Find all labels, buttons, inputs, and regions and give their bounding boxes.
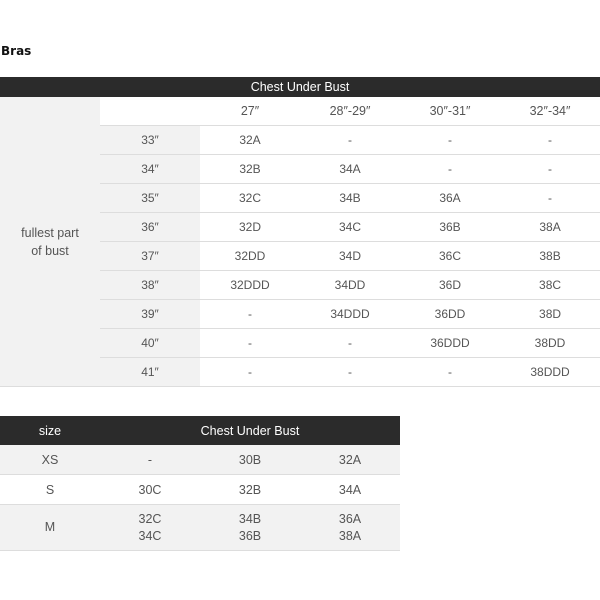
- table-cell: -: [200, 300, 300, 329]
- row-label: 39″: [100, 300, 200, 329]
- table-cell: 38C: [500, 271, 600, 300]
- cell-value: 36A: [338, 511, 362, 526]
- column-header: 32″-34″: [500, 97, 600, 126]
- table-cell: 38DD: [500, 329, 600, 358]
- table-row: [0, 475, 400, 505]
- table-cell: [200, 505, 300, 551]
- size-header-row: [0, 416, 400, 445]
- table-cell: 32C: [200, 184, 300, 213]
- table-cell: 38A: [500, 213, 600, 242]
- table-cell: 38DDD: [500, 358, 600, 387]
- table-cell: 32A: [200, 126, 300, 155]
- cell-value: -: [147, 452, 153, 467]
- row-label: 36″: [100, 213, 200, 242]
- cell-value: 38A: [338, 528, 362, 543]
- row-label: 35″: [100, 184, 200, 213]
- table-cell: -: [400, 358, 500, 387]
- table-cell: 34A: [300, 155, 400, 184]
- bra-size-chart: [0, 77, 600, 387]
- table-cell: -: [300, 358, 400, 387]
- table-cell: [100, 445, 200, 475]
- size-label: XS: [0, 445, 100, 475]
- table-cell: 32DD: [200, 242, 300, 271]
- cell-value: 32C: [138, 511, 162, 526]
- table-cell: [100, 505, 200, 551]
- cell-value: 34A: [338, 482, 362, 497]
- table-cell: [200, 475, 300, 505]
- cell-value: 36B: [238, 528, 262, 543]
- table-cell: -: [400, 126, 500, 155]
- table-cell: [300, 475, 400, 505]
- column-header: 30″-31″: [400, 97, 500, 126]
- table-cell: -: [400, 155, 500, 184]
- column-header-blank: [100, 97, 200, 126]
- table-row: [0, 445, 400, 475]
- size-label: M: [0, 505, 100, 551]
- table-cell: 36DD: [400, 300, 500, 329]
- row-label: 37″: [100, 242, 200, 271]
- table-cell: -: [500, 155, 600, 184]
- size-header: size: [0, 416, 100, 445]
- table-row: [0, 505, 400, 551]
- table-cell: 38B: [500, 242, 600, 271]
- table-cell: 34DD: [300, 271, 400, 300]
- page-title: Bras: [1, 44, 32, 58]
- column-header: 27″: [200, 97, 300, 126]
- column-header: 28″-29″: [300, 97, 400, 126]
- table-cell: -: [500, 126, 600, 155]
- table-cell: 34B: [300, 184, 400, 213]
- cell-value: 34B: [238, 511, 262, 526]
- row-label: 33″: [100, 126, 200, 155]
- table-cell: [300, 445, 400, 475]
- cell-value: 32B: [238, 482, 262, 497]
- table-cell: 36C: [400, 242, 500, 271]
- table-cell: [300, 505, 400, 551]
- size-chart: [0, 416, 400, 551]
- cell-value: 30C: [138, 482, 162, 497]
- cell-value: 30B: [238, 452, 262, 467]
- table-cell: [100, 475, 200, 505]
- table-cell: -: [500, 184, 600, 213]
- column-header-row: [0, 97, 600, 126]
- size-label: S: [0, 475, 100, 505]
- row-label: 34″: [100, 155, 200, 184]
- table-cell: 38D: [500, 300, 600, 329]
- table-cell: 36A: [400, 184, 500, 213]
- table-cell: 32DDD: [200, 271, 300, 300]
- table-cell: -: [300, 126, 400, 155]
- table-cell: 34D: [300, 242, 400, 271]
- fullest-part-of-bust-label: fullest part of bust: [0, 97, 100, 387]
- row-label: 38″: [100, 271, 200, 300]
- cell-value: 32A: [338, 452, 362, 467]
- table-cell: [200, 445, 300, 475]
- table-cell: 32B: [200, 155, 300, 184]
- cell-value: 34C: [138, 528, 162, 543]
- row-label: 40″: [100, 329, 200, 358]
- chest-under-bust-header: Chest Under Bust: [100, 416, 400, 445]
- table-cell: 36B: [400, 213, 500, 242]
- table-cell: -: [300, 329, 400, 358]
- table-cell: -: [200, 358, 300, 387]
- table-cell: 32D: [200, 213, 300, 242]
- table-cell: 36DDD: [400, 329, 500, 358]
- table-cell: 34C: [300, 213, 400, 242]
- table-cell: -: [200, 329, 300, 358]
- row-label: 41″: [100, 358, 200, 387]
- table-cell: 36D: [400, 271, 500, 300]
- chest-under-bust-header: Chest Under Bust: [0, 77, 600, 97]
- table-cell: 34DDD: [300, 300, 400, 329]
